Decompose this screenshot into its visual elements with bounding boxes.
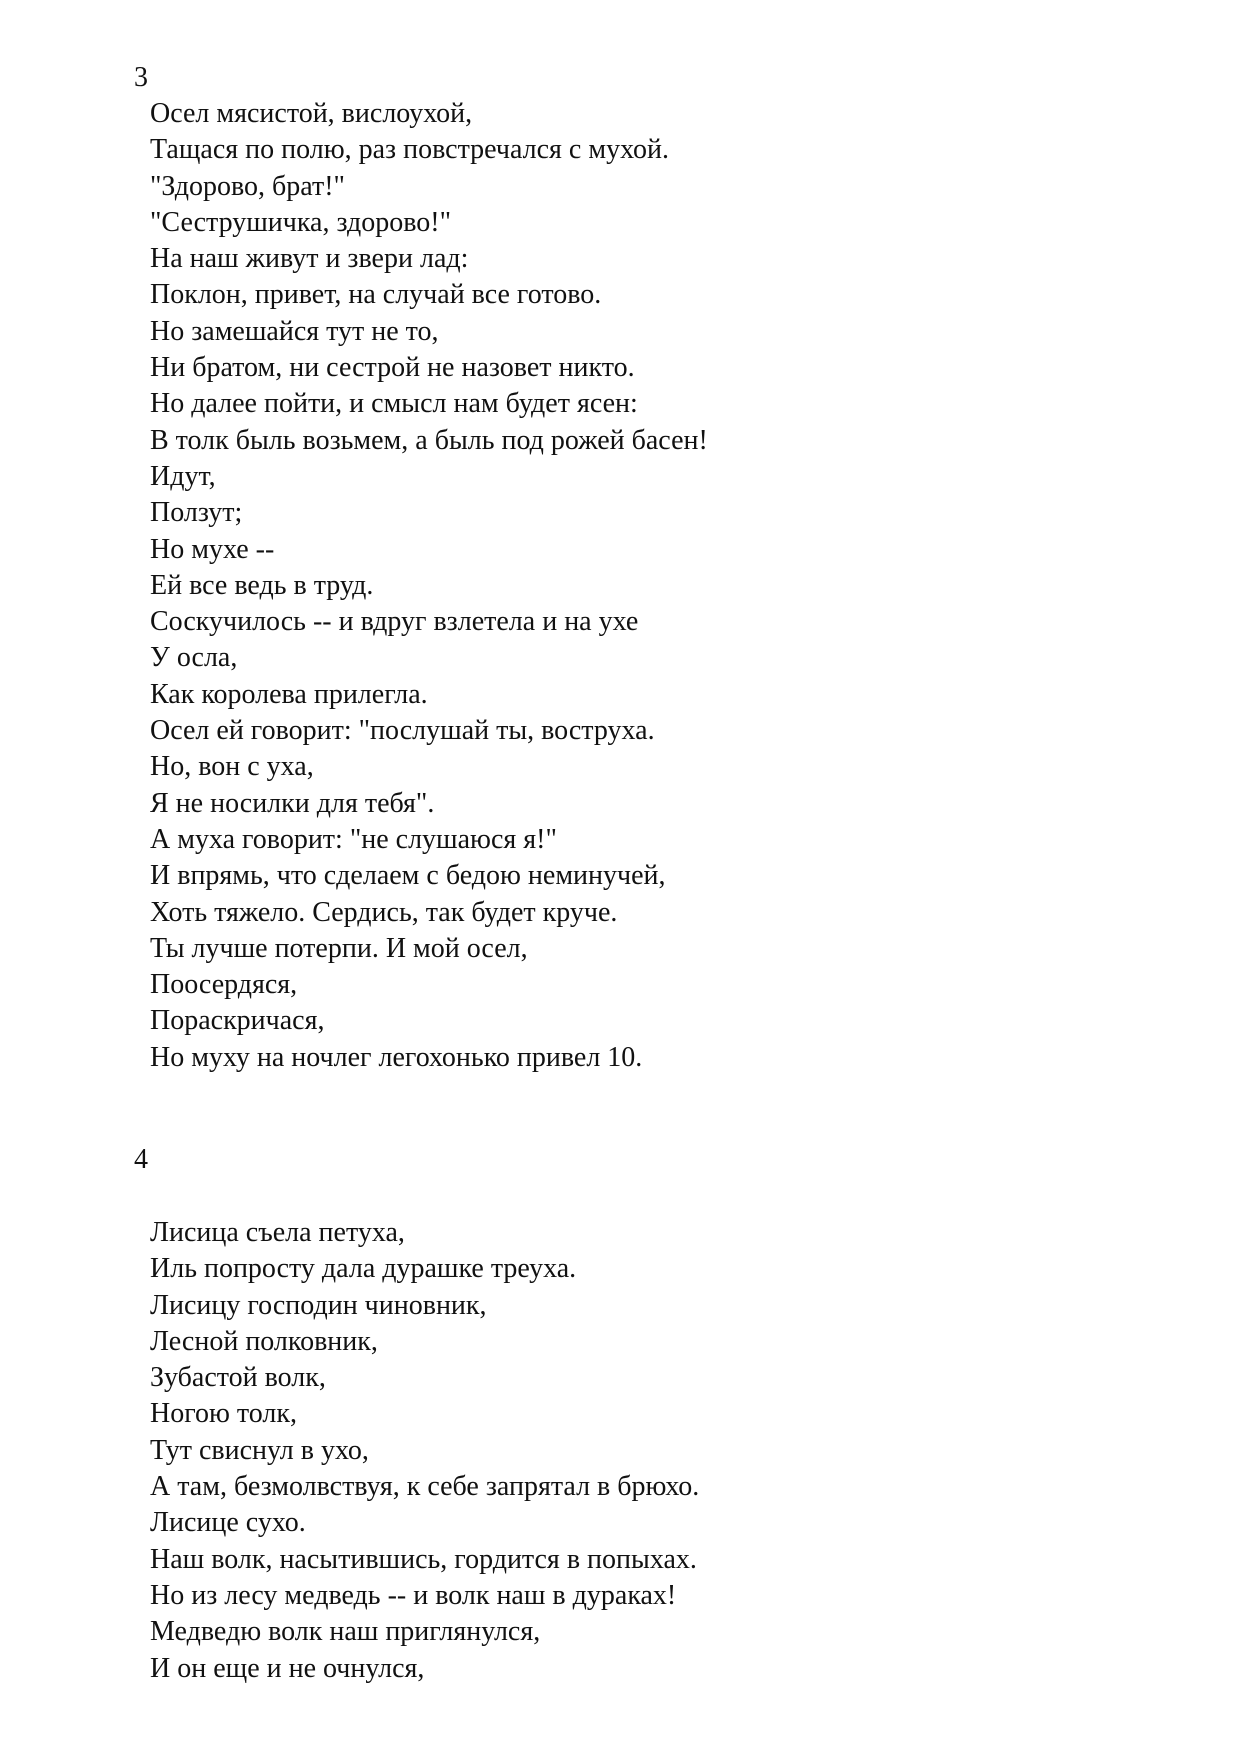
poem-line: Но мухе -- <box>150 533 275 565</box>
poem-line: Лисице сухо. <box>150 1507 306 1539</box>
poem-line: Но муху на ночлег легохонько привел 10. <box>150 1041 643 1073</box>
poem-line: Медведю волк наш приглянулся, <box>150 1616 541 1648</box>
poem-line: Пораскричася, <box>150 1005 325 1037</box>
section-number: 4 <box>134 1144 148 1175</box>
poem-line: Ей все ведь в труд. <box>150 569 374 601</box>
poem-line: Хоть тяжело. Сердись, так будет круче. <box>150 896 618 928</box>
poem-line: Но замешайся тут не то, <box>150 315 439 347</box>
poem-line: Ни братом, ни сестрой не назовет никто. <box>150 352 635 384</box>
poem-line: Тащася по полю, раз повстречался с мухой. <box>150 134 669 166</box>
poem-line: У осла, <box>150 642 238 674</box>
poem-line: Лисица съела петуха, <box>150 1217 405 1248</box>
poem-line: Поклон, привет, на случай все готово. <box>150 279 602 311</box>
poem-line: А муха говорит: "не слушаюся я!" <box>150 823 557 855</box>
poem-line: Соскучилось -- и вдруг взлетела и на ухе <box>150 606 639 638</box>
poem-line: На наш живут и звери лад: <box>150 243 469 275</box>
poem-line: И впрямь, что сделаем с бедою неминучей, <box>150 860 666 892</box>
poem-line: Ногою толк, <box>150 1398 297 1430</box>
section-number: 3 <box>134 62 148 93</box>
poem-section-4 <box>150 1215 699 1687</box>
poem-line: Идут, <box>150 460 216 492</box>
poem-line: Наш волк, насытившись, гордится в попыхах. <box>150 1543 697 1575</box>
poem-line: В толк быль возьмем, а быль под рожей басен! <box>150 424 708 456</box>
poem-line: Я не носилки для тебя". <box>150 787 435 819</box>
poem-line: Лесной полковник, <box>150 1325 378 1357</box>
poem-line: "Сеструшичка, здорово!" <box>150 206 452 238</box>
poem-line: Поосердяся, <box>150 969 298 1001</box>
poem-line: И он еще и не очнулся, <box>150 1652 425 1684</box>
poem-line: Тут свиснул в ухо, <box>150 1434 369 1466</box>
poem-line: Зубастой волк, <box>150 1362 326 1394</box>
poem-line: "Здорово, брат!" <box>150 170 345 202</box>
poem-line: Иль попросту дала дурашке треуха. <box>150 1253 577 1285</box>
poem-line: Но из лесу медведь -- и волк наш в дураках! <box>150 1579 677 1611</box>
poem-line: Но, вон с уха, <box>150 751 314 783</box>
poem-section-3 <box>150 96 708 1076</box>
poem-line: Ползут; <box>150 497 243 529</box>
poem-line: Лисицу господин чиновник, <box>150 1289 487 1321</box>
poem-line: Но далее пойти, и смысл нам будет ясен: <box>150 388 638 420</box>
poem-line: А там, безмолвствуя, к себе запрятал в брюхо. <box>150 1471 700 1503</box>
poem-line: Осел мясистой, вислоухой, <box>150 98 473 129</box>
poem-line: Ты лучше потерпи. И мой осел, <box>150 932 528 964</box>
poem-line: Как королева прилегла. <box>150 678 428 710</box>
poem-line: Осел ей говорит: "послушай ты, воструха. <box>150 715 655 747</box>
